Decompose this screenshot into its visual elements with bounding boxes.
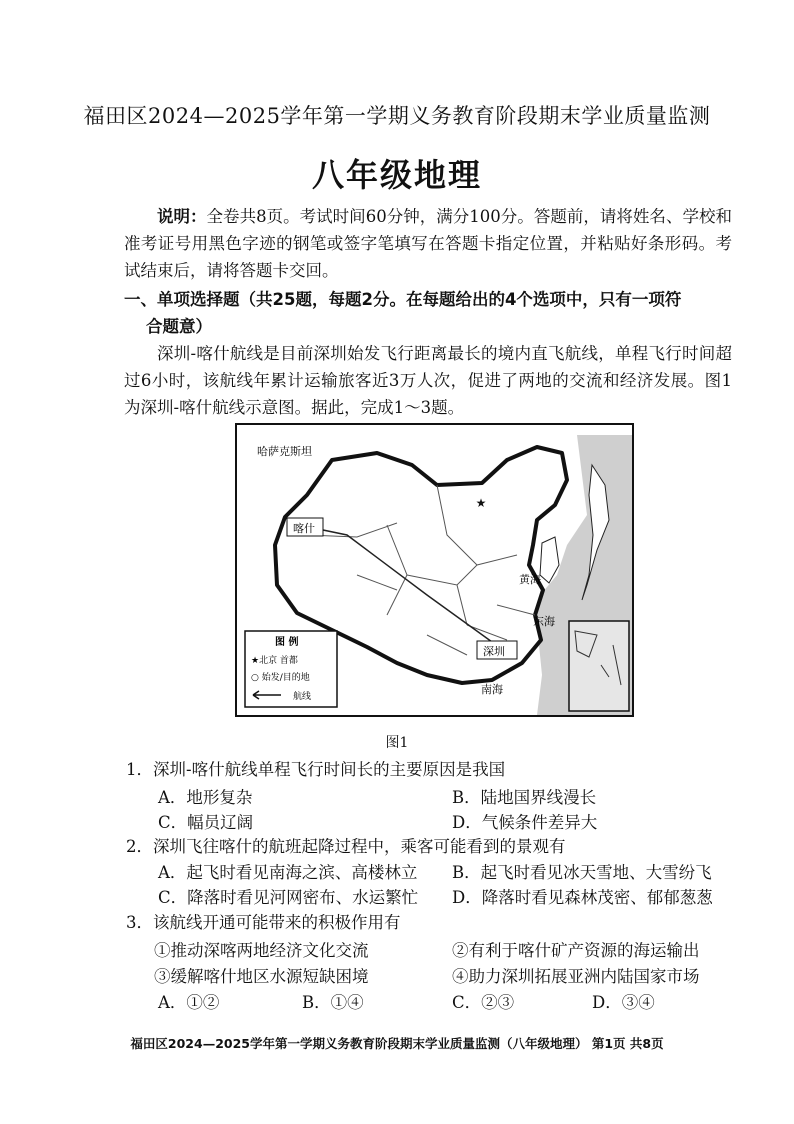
label-kazakhstan: 哈萨克斯坦 — [257, 445, 312, 458]
page-title: 八年级地理 — [311, 156, 482, 194]
section-title-cont: 合题意） — [146, 317, 212, 336]
south-sea-inset — [569, 621, 629, 711]
label-east-sea: 东海 — [533, 615, 555, 628]
question-3-statement-2: ②有利于喀什矿产资源的海运输出 — [452, 941, 700, 960]
question-2-stem: 2．深圳飞往喀什的航班起降过程中，乘客可能看到的景观有 — [126, 837, 566, 856]
instructions — [124, 203, 732, 284]
label-yellow-sea: 黄海 — [519, 573, 541, 586]
question-3-stem: 3．该航线开通可能带来的积极作用有 — [126, 913, 401, 932]
instructions-text: 全卷共8页。考试时间60分钟，满分100分。答题前，请将姓名、学校和准考证号用黑色字迹的钢笔或签字笔填写在答题卡指定位置，并粘贴好条形码。考试结束后，请将答题卡交回。 — [124, 207, 732, 280]
question-3-option-b: B．①④ — [302, 993, 364, 1012]
question-1-option-b: B．陆地国界线漫长 — [452, 788, 597, 807]
section-heading — [124, 286, 734, 340]
legend-capital: ★北京 首都 — [251, 656, 298, 666]
page-footer: 福田区2024—2025学年第一学期义务教育阶段期末学业质量监测（八年级地理） 第1页 共8页 — [130, 1036, 664, 1051]
beijing-star-icon: ★ — [475, 496, 487, 510]
question-1-stem: 1．深圳-喀什航线单程飞行时间长的主要原因是我国 — [126, 760, 506, 779]
question-3-option-d: D．③④ — [592, 993, 655, 1012]
question-2-option-d: D．降落时看见森林茂密、郁郁葱葱 — [452, 888, 713, 907]
question-3-option-a: A．①② — [158, 993, 220, 1012]
legend-route: 航线 — [293, 692, 312, 702]
question-2-option-c: C．降落时看见河网密布、水运繁忙 — [158, 888, 419, 907]
passage: 深圳-喀什航线是目前深圳始发飞行距离最长的境内直飞航线，单程飞行时间超过6小时，该航线年累计运输旅客近3万人次，促进了两地的交流和经济发展。图1为深圳-喀什航线示意图。据此，完成1～3题。 — [124, 344, 732, 417]
question-3-statement-3: ③缓解喀什地区水源短缺困境 — [154, 967, 369, 986]
section-title: 一、单项选择题（共25题，每题2分。在每题给出的4个选项中，只有一项符 — [124, 290, 682, 309]
instructions-lead: 说明： — [157, 207, 207, 226]
label-kashgar: 喀什 — [293, 522, 315, 535]
figure-caption: 图1 — [385, 735, 409, 751]
china-map-sketch — [237, 425, 632, 715]
label-shenzhen: 深圳 — [483, 645, 505, 658]
question-1-option-c: C．幅员辽阔 — [158, 813, 254, 832]
question-1-option-d: D．气候条件差异大 — [452, 813, 598, 832]
question-3-option-c: C．②③ — [452, 993, 515, 1012]
label-south-sea: 南海 — [481, 683, 503, 696]
question-1-option-a: A．地形复杂 — [158, 788, 253, 807]
legend-title: 图 例 — [275, 637, 299, 648]
question-2-option-a: A．起飞时看见南海之滨、高楼林立 — [158, 863, 418, 882]
question-3-statement-1: ①推动深喀两地经济文化交流 — [154, 941, 369, 960]
question-2-option-b: B．起飞时看见冰天雪地、大雪纷飞 — [452, 863, 712, 882]
exam-header: 福田区2024—2025学年第一学期义务教育阶段期末学业质量监测 — [83, 104, 711, 128]
question-3-statement-4: ④助力深圳拓展亚洲内陆国家市场 — [452, 967, 700, 986]
legend-endpoint: ○ 始发/目的地 — [251, 673, 310, 683]
route-map — [235, 423, 634, 717]
